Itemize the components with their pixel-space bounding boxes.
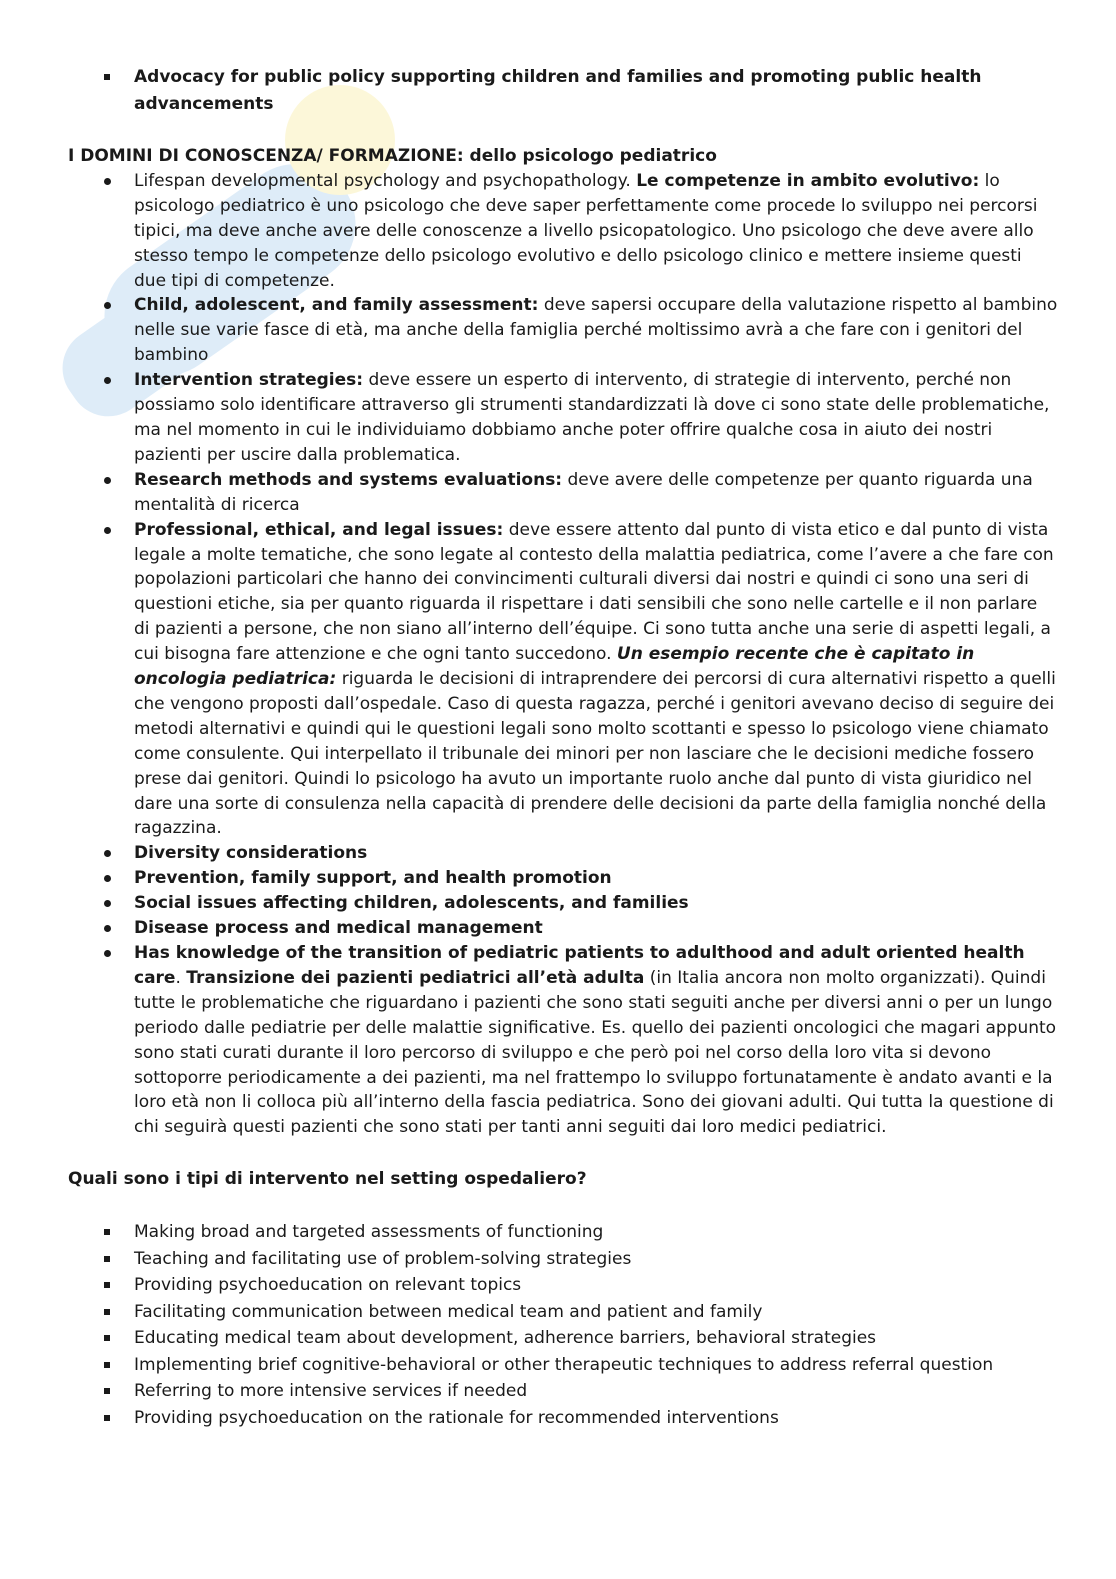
list-item: Referring to more intensive services if needed [68,1378,1058,1405]
section-title-domini: I DOMINI DI CONOSCENZA/ FORMAZIONE: dello psicologo pediatrico [68,146,717,166]
section-title-interventi: Quali sono i tipi di intervento nel setting ospedaliero? [68,1169,587,1190]
interventi-bullet-list [68,1219,1058,1431]
list-item: Lifespan developmental psychology and psychopathology. Le competenze in ambito evolutivo: lo psicologo pediatrico è uno psicologo che deve saper perfettamente come procede lo sviluppo nei percorsi tipici, ma deve anche avere delle conoscenze a livello psicopatologico. Uno psicologo che deve avere allo stesso tempo le competenze dello psicologo evolutivo e dello psicologo clinico e mettere insieme questi due tipi di competenze. [68,169,1058,294]
list-item: Educating medical team about development, adherence barriers, behavioral strategies [68,1325,1058,1352]
list-item: Research methods and systems evaluations: deve avere delle competenze per quanto riguarda una mentalità di ricerca [68,468,1058,518]
list-item: Child, adolescent, and family assessment: deve sapersi occupare della valutazione rispetto al bambino nelle sue varie fasce di età, ma anche della famiglia perché moltissimo avrà a che fare con i genitori del bambino [68,293,1058,368]
list-item: Providing psychoeducation on relevant topics [68,1272,1058,1299]
list-item: Facilitating communication between medical team and patient and family [68,1299,1058,1326]
list-item: Making broad and targeted assessments of functioning [68,1219,1058,1246]
list-item: Diversity considerations [68,841,1058,866]
list-item: Prevention, family support, and health promotion [68,866,1058,891]
list-item: Professional, ethical, and legal issues: deve essere attento dal punto di vista etico e dal punto di vista legale a molte tematiche, che sono legate al contesto della malattia pediatrica, come l’avere a che fare con popolazioni particolari che hanno dei convincimenti culturali diversi dai nostri e quindi ci sono una seri di questioni etiche, sia per quanto riguarda il rispettare i dati sensibili che sono nelle cartelle e il non parlare di pazienti a persone, che non siano all’interno dell’équipe. Ci sono tutta anche una serie di aspetti legali, a cui bisogna fare attenzione e che ogni tanto succedono. Un esempio recente che è capitato in oncologia pediatrica: riguarda le decisioni di intraprendere dei percorsi di cura alternativi rispetto a quelli che vengono proposti dall’ospedale. Caso di questa ragazza, perché i genitori avevano deciso di seguire dei metodi alternativi e quindi qui le questioni legali sono molto scottanti e spesso lo psicologo viene chiamato come consulente. Qui interpellato il tribunale dei minori per non lasciare che le decisioni mediche fossero prese dai genitori. Quindi lo psicologo ha avuto un importante ruolo anche dal punto di vista giuridico nel dare una sorte di consulenza nella capacità di prendere delle decisioni da parte della famiglia nonché della ragazzina. [68,518,1058,842]
list-item: Disease process and medical management [68,916,1058,941]
list-item: Teaching and facilitating use of problem-solving strategies [68,1246,1058,1273]
list-item: Implementing brief cognitive-behavioral or other therapeutic techniques to address referral question [68,1352,1058,1379]
list-item: Intervention strategies: deve essere un esperto di intervento, di strategie di intervento, perché non possiamo solo identificare attraverso gli strumenti standardizzati là dove ci sono state delle problematiche, ma nel momento in cui le individuiamo dobbiamo anche poter offrire qualche cosa in aiuto dei nostri pazienti per uscire dalla problematica. [68,368,1058,468]
domini-bullet-list [68,169,1058,1140]
list-item: Advocacy for public policy supporting children and families and promoting public health advancements [68,64,1058,117]
list-item: Social issues affecting children, adolescents, and families [68,891,1058,916]
list-item: Has knowledge of the transition of pediatric patients to adulthood and adult oriented health care. Transizione dei pazienti pediatrici all’età adulta (in Italia ancora non molto organizzati). Quindi tutte le problematiche che riguardano i pazienti che sono stati seguiti anche per diversi anni o per un lungo periodo dalle pediatrie per delle malattie significative. Es. quello dei pazienti oncologici che magari appunto sono stati curati durante il loro percorso di sviluppo e che però poi nel corso della loro vita si devono sottoporre periodicamente a dei pazienti, ma nel frattempo lo sviluppo fortunatamente è andato avanti e la loro età non li colloca più all’interno della fascia pediatrica. Sono dei giovani adulti. Qui tutta la questione di chi seguirà questi pazienti che sono stati per tanti anni seguiti dai loro medici pediatrici. [68,941,1058,1140]
document-content [68,64,1058,1431]
top-bullet-list [68,64,1058,117]
list-item: Providing psychoeducation on the rationale for recommended interventions [68,1405,1058,1432]
